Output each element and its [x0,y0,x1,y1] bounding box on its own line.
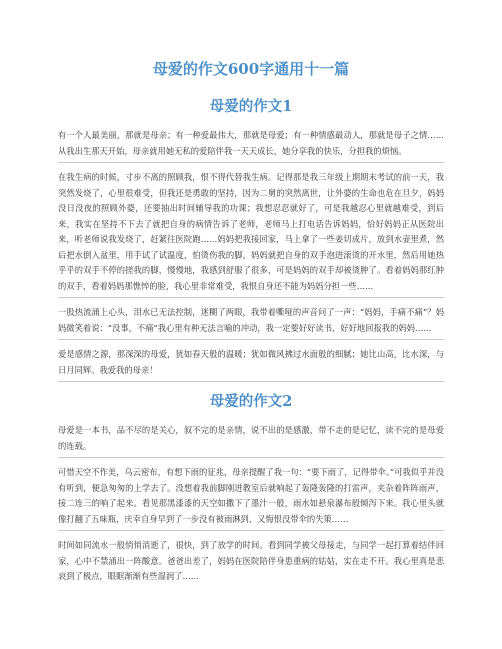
divider [58,162,444,163]
paragraph: 母爱是一本书，品不尽的是关心，叙不完的是亲情，说不出的是感激，带不走的是记忆，读不完的是母爱的连载。 [58,425,444,451]
paragraph: 时间如同流水一般悄悄消逝了，很快，到了放学的时间。看到同学被父母接走，与同学一起打算着结伴回家，心中不禁涌出一阵酸意。爸爸出差了，妈妈在医院陪伴身患重病的姑姑，实在走不开。我心里真是悲哀到了极点，眼眶渐渐有些湿润了…… [58,540,444,581]
essay-section-2 [58,393,444,585]
paragraph: 一股热流涌上心头，泪水已无法控制，迷糊了两眼，我带着嘶哑的声音问了一声：“妈妈，手痛不痛”？妈妈微笑着说：“没事，不痛”我心里有种无法言喻的冲动，我一定要好好读书，好好地回报我的妈妈…… [58,307,444,333]
divider [58,530,444,531]
essay-section-1 [58,98,444,382]
divider [58,457,444,458]
paragraph: 有一个人最美丽，那就是母亲；有一种爱最伟大，那就是母爱；有一种情感最动人，那就是母子之情……从我出生那天开始，母亲就用她无私的爱陪伴我一天天成长，她分享我的快乐，分担我的烦恼。 [58,130,444,156]
divider [58,381,444,382]
divider [58,339,444,340]
paragraph: 可惜天空不作美，乌云密布，有想下雨的征兆，母亲提醒了我一句：“要下雨了，记得带伞。”可我似乎并没有听到，便急匆匆的上学去了。没想着我前脚刚进教室后就响起了轰隆轰隆的打雷声，夹杂着阵阵雨声，接二连三的响了起来。看见那黑漆漆的天空如撒下了墨汁一般，雨水如悬泉瀑布般倾泻下来。我心里头就像打翻了五味瓶，庆幸自身早到了一步没有被雨淋到，又悔恨没带伞的失策…… [58,467,444,524]
divider [58,297,444,298]
paragraph: 爱是感情之源，那深深的母爱，犹如春天般的温暖；犹如微风拂过水面般的细腻；她比山高，比水深，与日月同辉。我爱我的母亲！ [58,349,444,375]
section-title: 母爱的作文1 [209,98,293,115]
document-title: 母爱的作文600字通用十一篇 [152,60,350,78]
paragraph: 在我生病的时候，寸步不离的照顾我，恨不得代替我生病。记得那是我三年级上期期末考试的前一天，我突然发烧了，心里很难受，但我还是勇敢的坚持，因为二舅的突然离世，让外婆的生命也危在旦夕，妈妈没日没夜的照顾外婆，还要抽出时间辅导我的功课；我想忍忍就好了，可是我越忍心里就越难受，到后来，我实在坚持不下去了就把自身的病情告诉了老师，老师马上打电话告诉妈妈，恰好妈妈正从医院出来，听老师说我发烧了，赶紧往医院跑……妈妈把我接回家，马上拿了一些姜切成片，放到水壶里煮，然后把水倒入盆里，用手试了试温度，怕烫伤我的脚，妈妈就把自身的双手泡进滚烫的开水里，然后用她热乎乎的双手不停的搓我的脚，慢慢地，我感到舒服了很多，可是妈妈的双手却被烫肿了。看着妈妈那红肿的双手，看着妈妈那憔悴的脸，我心里非常难受，我恨自身还不能为妈妈分担一些…… [58,172,444,291]
section-title: 母爱的作文2 [209,393,293,410]
